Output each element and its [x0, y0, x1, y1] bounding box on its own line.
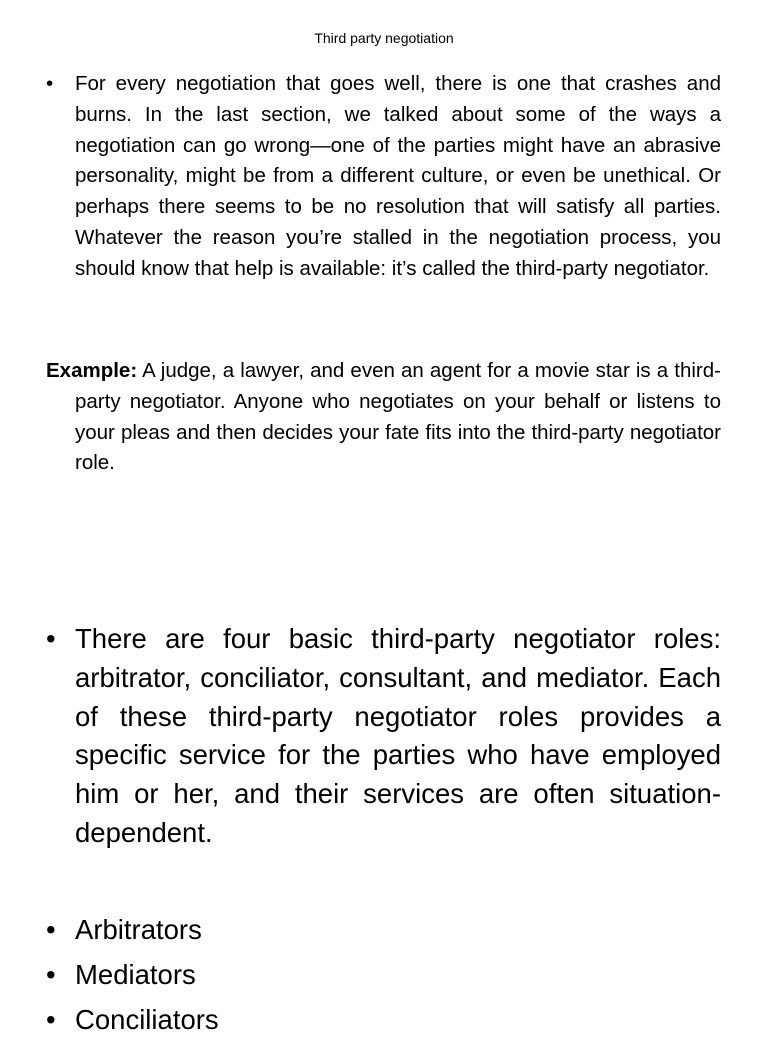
bullet-icon: •	[46, 959, 56, 990]
bullet-icon: •	[46, 72, 54, 95]
roles-list	[46, 907, 721, 1042]
bullet-icon: •	[46, 1004, 56, 1035]
example-paragraph	[46, 356, 721, 479]
bullet-icon: •	[46, 623, 56, 654]
bullet-icon: •	[46, 914, 56, 945]
list-item-text: Conciliators	[75, 1004, 219, 1035]
list-item	[46, 907, 721, 952]
page-title: Third party negotiation	[314, 30, 454, 46]
list-item-text: Arbitrators	[75, 914, 202, 945]
roles-paragraph	[46, 620, 721, 853]
intro-paragraph	[46, 69, 721, 285]
roles-paragraph-text: There are four basic third-party negotiator roles: arbitrator, conciliator, consultant, and mediator. Each of these third-party negotiator roles provides a specific service for the parties who have employed him or her, and their services are often situation-dependent.	[75, 623, 721, 848]
example-label: Example:	[46, 359, 138, 382]
list-item-text: Mediators	[75, 959, 196, 990]
intro-paragraph-text: For every negotiation that goes well, there is one that crashes and burns. In the last section, we talked about some of the ways a negotiation can go wrong—one of the parties might have an abrasive personality, might be from a different culture, or even be unethical. Or perhaps there seems to be no resolution that will satisfy all parties. Whatever the reason you’re stalled in the negotiation process, you should know that help is available: it’s called the third-party negotiator.	[75, 72, 721, 280]
example-text: A judge, a lawyer, and even an agent for a movie star is a third-party negotiator. Anyone who negotiates on your behalf or listens to your pleas and then decides your fate fits into the third-party negotiator role.	[75, 359, 721, 475]
list-item	[46, 952, 721, 997]
list-item	[46, 997, 721, 1042]
